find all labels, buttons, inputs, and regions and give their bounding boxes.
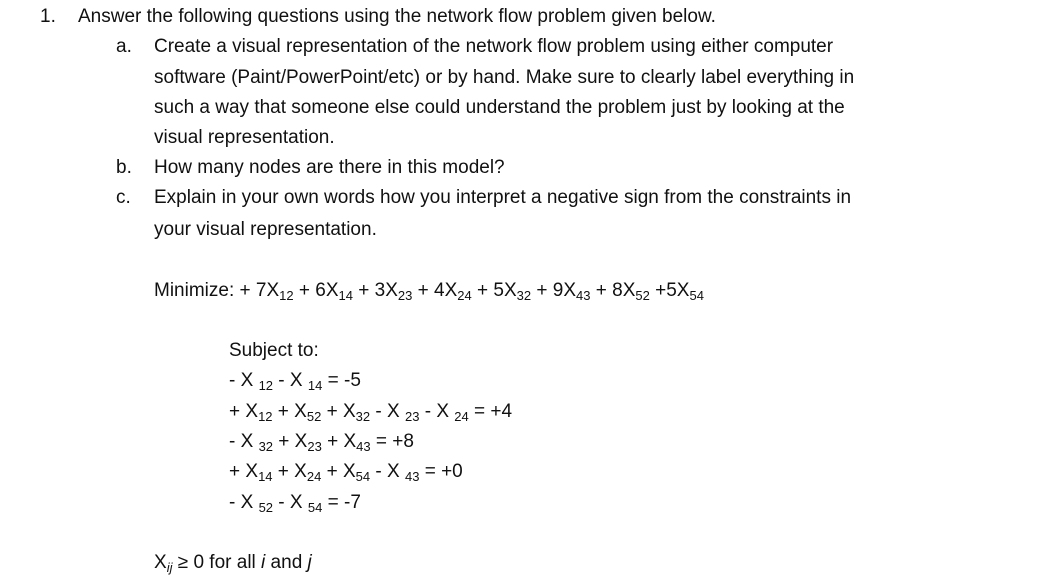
part-a-line-4: visual representation. bbox=[154, 127, 335, 148]
objective-term: + $6X_{14}$ bbox=[293, 280, 353, 303]
objective-term: + $3X_{23}$ bbox=[352, 280, 413, 303]
part-a-line-3: such a way that someone else could understand the problem just by looking at the bbox=[154, 97, 845, 118]
objective-term: + $7X_{12}$ bbox=[239, 280, 294, 303]
constraint-2: + $X_{12} + X_{52} + X_{32} - X$ $_{23}$ - X $_{24}$ = +4 bbox=[229, 401, 513, 424]
part-a-line-2: software (Paint/PowerPoint/etc) or by hand. Make sure to clearly label everything in bbox=[154, 67, 855, 88]
objective-term: $+5X_{54}$ bbox=[649, 280, 704, 303]
objective-term: + $5X_{32}$ bbox=[471, 280, 532, 303]
part-c-label: c. bbox=[116, 187, 131, 208]
part-c-line-2: your visual representation. bbox=[154, 219, 377, 240]
part-b-label: b. bbox=[116, 157, 132, 178]
part-c-line-1: Explain in your own words how you interpret a negative sign from the constraints in bbox=[154, 187, 852, 208]
question-prompt: Answer the following questions using the network flow problem given below. bbox=[78, 6, 716, 27]
constraint-5: - X $_{52}$ - X $_{54}$ = -7 bbox=[229, 492, 361, 515]
nonnegativity-constraint: $X_{ij} \ge 0$ for all i and j bbox=[154, 552, 312, 575]
subject-to-label: Subject to: bbox=[229, 340, 319, 361]
part-b-line-1: How many nodes are there in this model? bbox=[154, 157, 505, 178]
constraint-3: - X $_{32} + X_{23} + X_{43} = +8$ bbox=[229, 431, 414, 454]
part-a-line-1: Create a visual representation of the network flow problem using either computer bbox=[154, 36, 834, 57]
objective-function bbox=[154, 279, 704, 303]
constraint-1: - X $_{12}$ - X $_{14}$ = -5 bbox=[229, 370, 361, 393]
objective-label: Minimize: bbox=[154, 280, 235, 301]
constraint-4: + $X_{14} + X_{24} + X_{54} - X$ $_{43}$ = +0 bbox=[229, 461, 463, 484]
objective-term: + $4X_{24}$ bbox=[412, 280, 472, 303]
part-a-label: a. bbox=[116, 36, 132, 57]
objective-term: + $8X_{52}$ bbox=[590, 280, 650, 303]
objective-term: + $9X_{43}$ bbox=[531, 280, 591, 303]
question-number: 1. bbox=[40, 6, 56, 27]
